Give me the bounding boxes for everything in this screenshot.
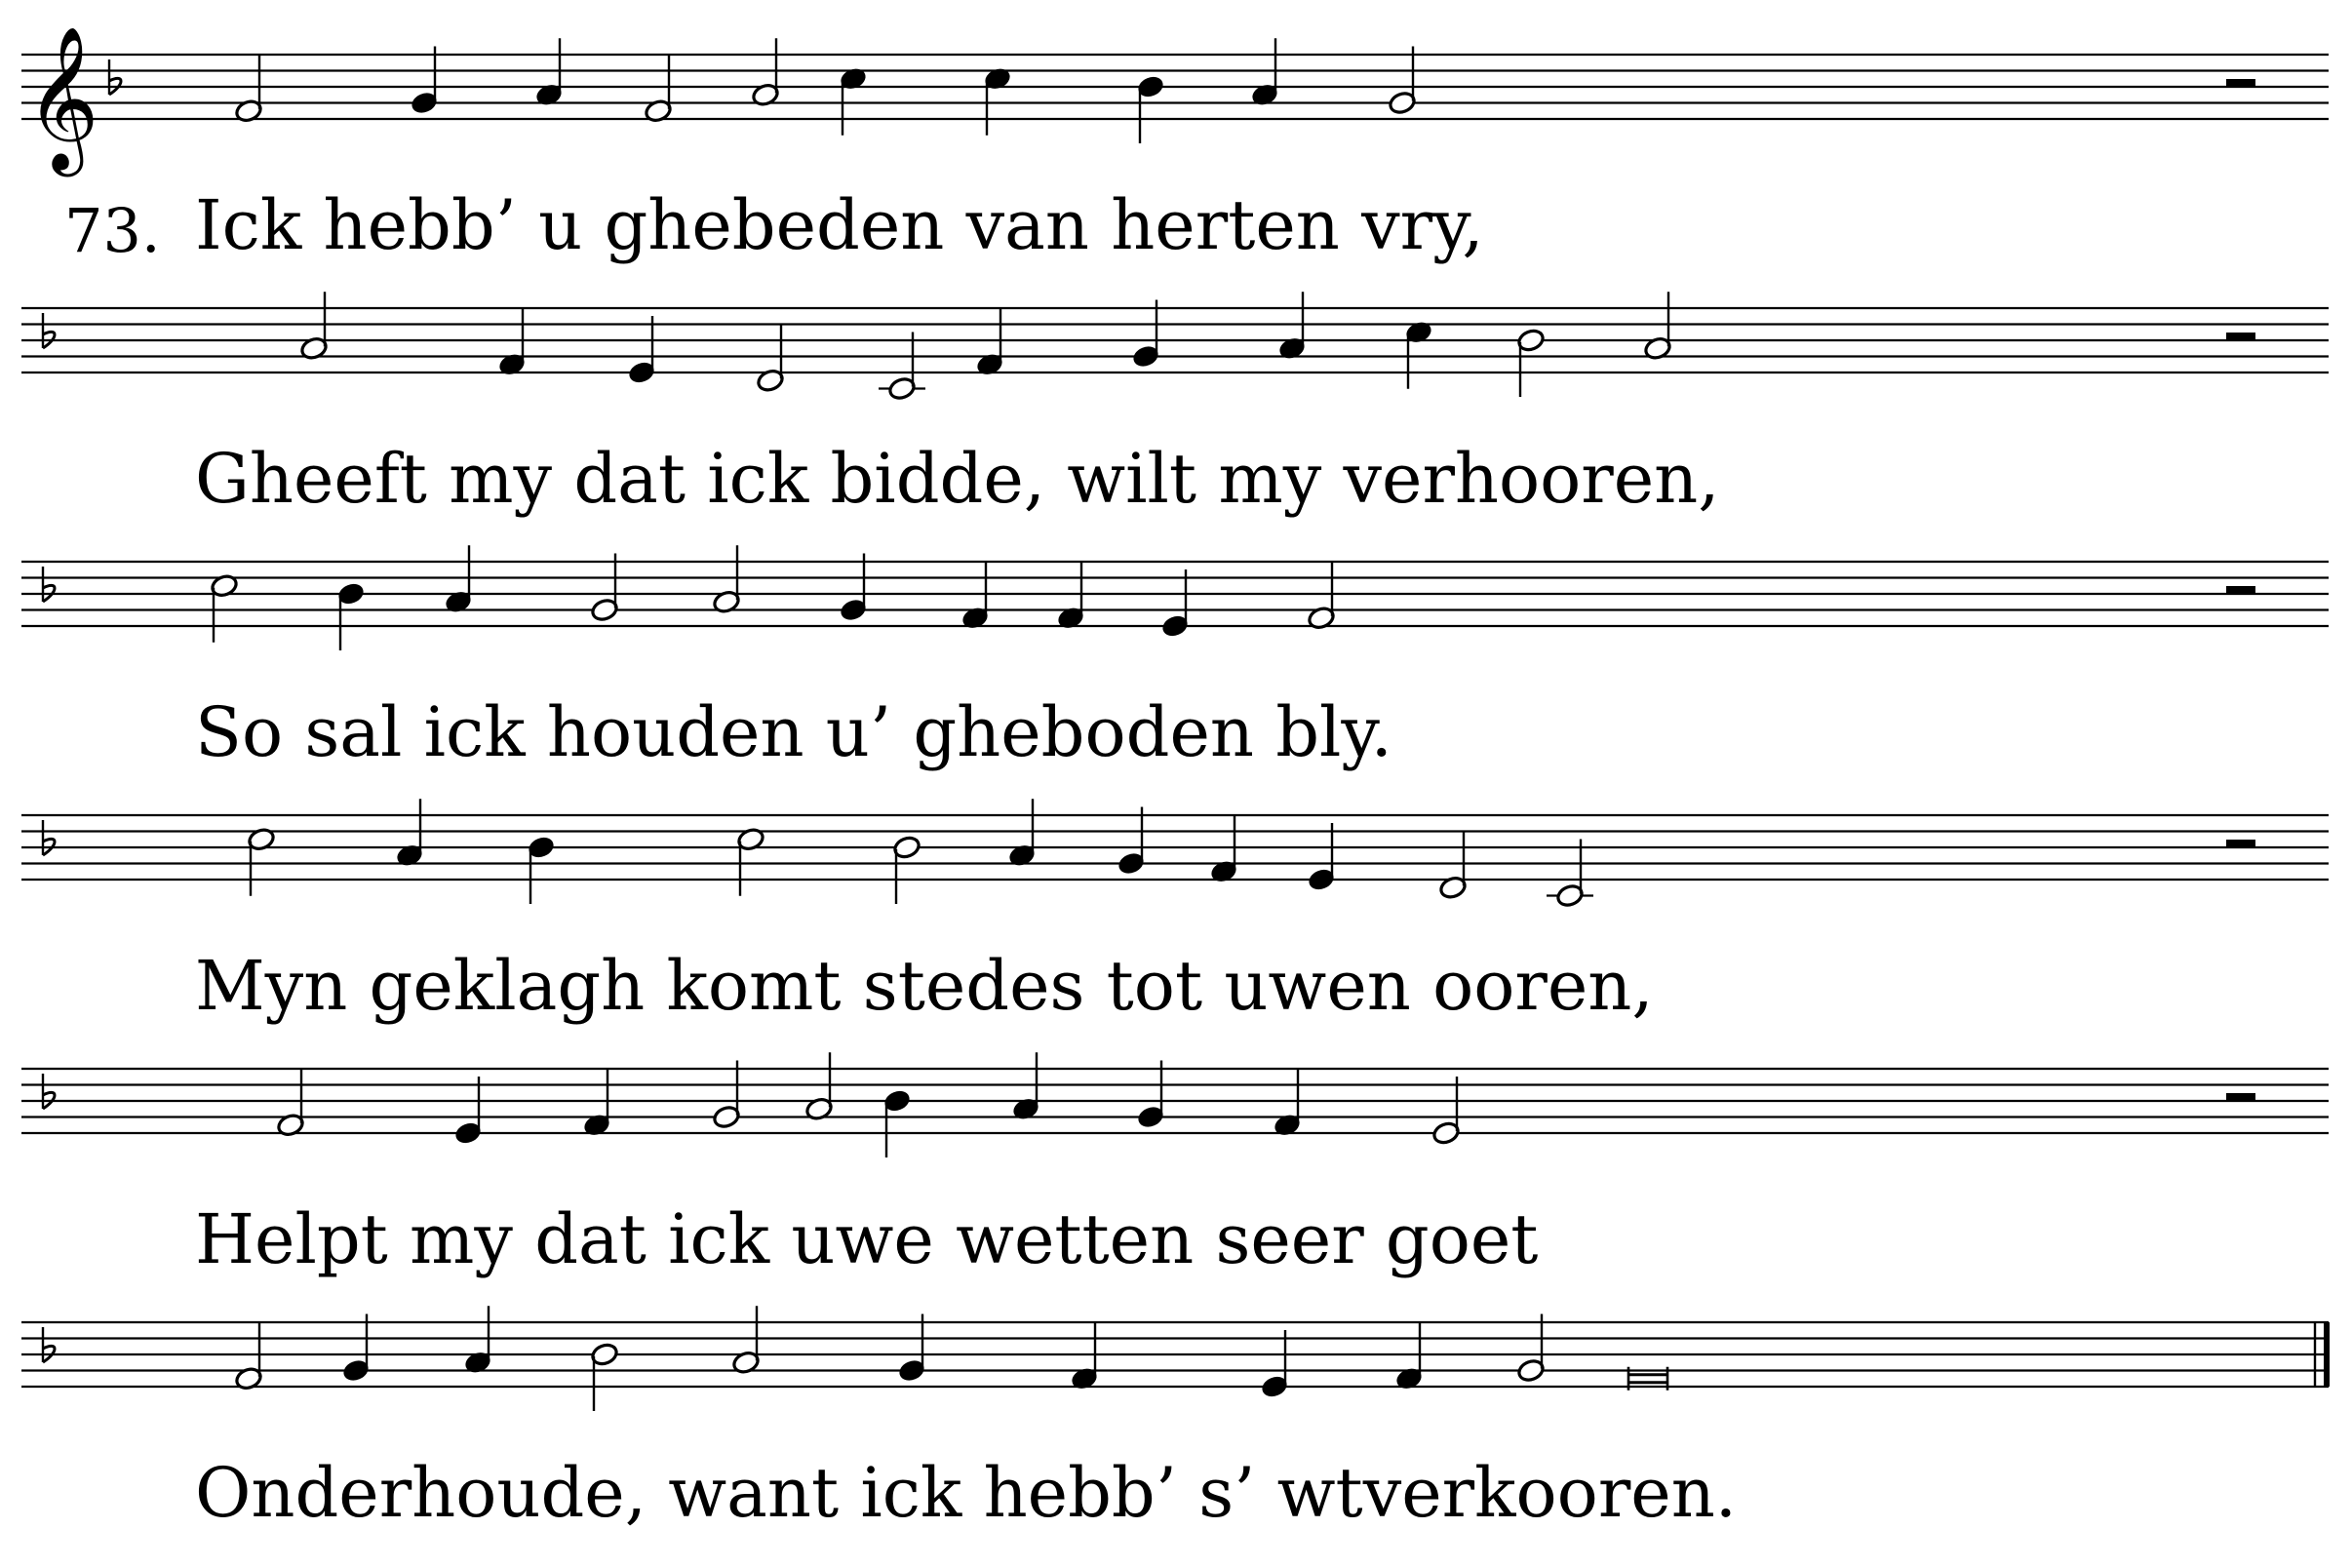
- half-note: [590, 554, 619, 623]
- lyric-line-1: Ick hebb’ u ghebeden van herten vry,: [195, 185, 1484, 265]
- half-note: [736, 827, 765, 896]
- half-note: [1307, 562, 1336, 631]
- half-rest-icon: [2226, 333, 2255, 340]
- quarter-note: [839, 554, 868, 623]
- half-rest-icon: [2226, 840, 2255, 847]
- half-note: [590, 1342, 619, 1411]
- quarter-note: [960, 562, 990, 631]
- flat-key-signature-icon: [43, 1074, 55, 1109]
- half-note: [1388, 47, 1417, 116]
- half-note: [210, 573, 239, 643]
- quarter-note: [463, 1306, 492, 1375]
- quarter-note: [453, 1077, 483, 1146]
- quarter-note: [1131, 300, 1160, 370]
- half-note: [879, 333, 925, 402]
- half-note: [751, 38, 780, 107]
- quarter-note: [1056, 562, 1085, 631]
- staff-system: [21, 292, 2329, 401]
- half-note: [892, 835, 921, 904]
- half-rest-icon: [2226, 586, 2255, 594]
- quarter-note: [1160, 569, 1190, 639]
- half-note: [731, 1306, 761, 1375]
- flat-key-signature-icon: [109, 59, 121, 95]
- half-note: [1431, 1077, 1461, 1146]
- half-note: [712, 545, 741, 614]
- quarter-note: [897, 1314, 926, 1384]
- half-note: [1516, 1314, 1546, 1384]
- flat-key-signature-icon: [43, 313, 55, 348]
- quarter-note: [882, 1088, 912, 1157]
- quarter-note: [534, 38, 564, 107]
- quarter-note: [444, 545, 473, 614]
- lyric-line-2: Gheeft my dat ick bidde, wilt my verhooren,: [195, 439, 1720, 519]
- half-rest-icon: [2226, 79, 2255, 87]
- half-note: [1438, 831, 1468, 900]
- quarter-note: [1070, 1322, 1099, 1392]
- half-note: [1547, 840, 1593, 909]
- half-note: [1516, 328, 1546, 397]
- half-note: [756, 324, 785, 393]
- half-note: [276, 1069, 305, 1138]
- quarter-note: [582, 1069, 611, 1138]
- half-note: [804, 1052, 834, 1121]
- quarter-note: [1404, 320, 1433, 389]
- quarter-note: [1011, 1052, 1040, 1121]
- lyric-line-6: Onderhoude, want ick hebb’ s’ wtverkooren.: [195, 1453, 1738, 1533]
- quarter-note: [1117, 807, 1146, 877]
- quarter-note: [1260, 1330, 1289, 1399]
- half-note: [299, 292, 329, 361]
- half-note: [644, 55, 673, 124]
- quarter-note: [395, 799, 424, 868]
- half-note: [1643, 292, 1672, 361]
- half-note: [234, 55, 263, 124]
- quarter-note: [1136, 74, 1165, 143]
- quarter-note: [341, 1314, 371, 1384]
- quarter-note: [627, 316, 656, 385]
- staff-system: [21, 1052, 2329, 1157]
- quarter-note: [1250, 38, 1279, 107]
- quarter-note: [410, 47, 439, 116]
- half-note: [712, 1061, 741, 1130]
- quarter-note: [497, 308, 527, 377]
- quarter-note: [527, 835, 556, 904]
- half-note: [247, 827, 276, 896]
- staff-system: [21, 25, 2329, 176]
- staff-system: [21, 545, 2329, 650]
- quarter-note: [1136, 1061, 1165, 1130]
- staff-system: [21, 1306, 2329, 1411]
- flat-key-signature-icon: [43, 1327, 55, 1362]
- lyric-line-5: Helpt my dat ick uwe wetten seer goet: [195, 1199, 1539, 1279]
- quarter-note: [1209, 815, 1238, 884]
- quarter-note: [1277, 292, 1307, 361]
- quarter-note: [1273, 1069, 1302, 1138]
- staff-system: [21, 799, 2329, 908]
- treble-clef-icon: 𝄞: [25, 25, 99, 171]
- quarter-note: [839, 66, 868, 136]
- quarter-note: [983, 66, 1012, 136]
- flat-key-signature-icon: [43, 820, 55, 855]
- quarter-note: [1307, 823, 1336, 892]
- lyric-line-4: Myn geklagh komt stedes tot uwen ooren,: [195, 946, 1654, 1026]
- quarter-note: [1007, 799, 1037, 868]
- flat-key-signature-icon: [43, 567, 55, 602]
- quarter-note: [336, 581, 366, 650]
- quarter-note: [1394, 1322, 1424, 1392]
- quarter-note: [975, 308, 1004, 377]
- half-note: [234, 1322, 263, 1392]
- hymn-number: 73.: [64, 195, 161, 266]
- lyric-line-3: So sal ick houden u’ gheboden bly.: [195, 692, 1392, 772]
- half-rest-icon: [2226, 1093, 2255, 1101]
